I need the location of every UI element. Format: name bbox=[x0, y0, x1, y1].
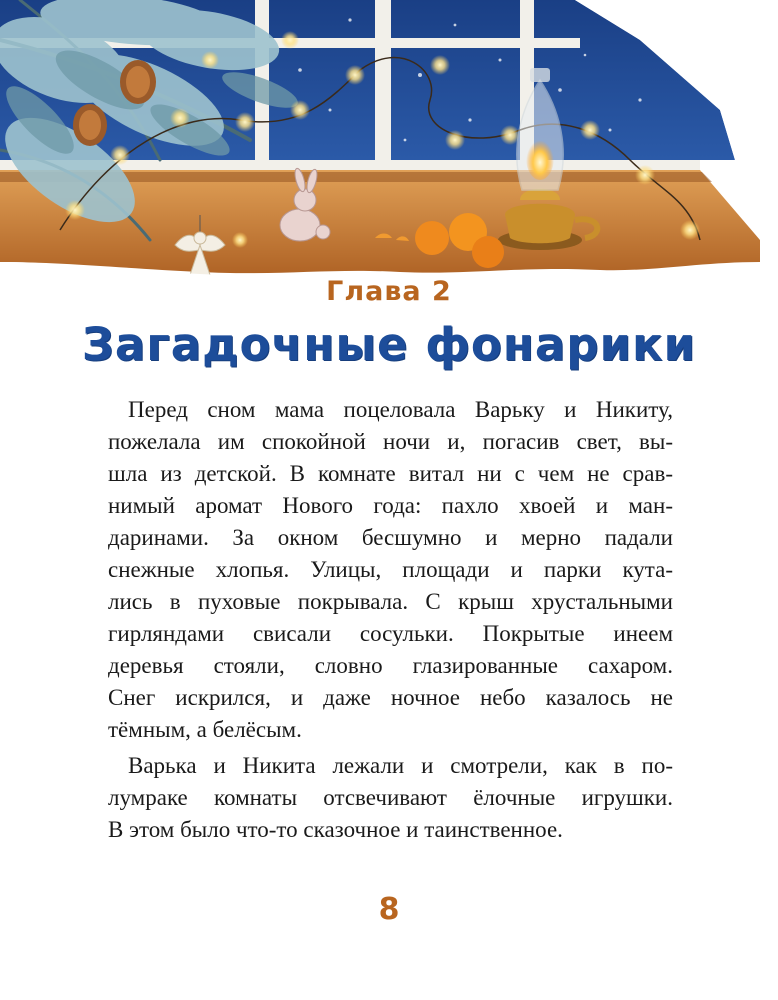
paragraph-2 bbox=[108, 750, 673, 846]
text-line: В этом было что-то сказочное и таинственное. bbox=[108, 817, 563, 842]
text-line: лись в пуховые покрывала. С крыш хрустальными bbox=[108, 589, 673, 614]
text-line: лумраке комнаты отсвечивают ёлочные игрушки. bbox=[108, 785, 673, 810]
body-text bbox=[108, 394, 673, 846]
text-line: Варька и Никита лежали и смотрели, как в по- bbox=[128, 753, 673, 778]
text-line: пожелала им спокойной ночи и, погасив свет, вы- bbox=[108, 429, 673, 454]
text-line: гирляндами свисали сосульки. Покрытые инеем bbox=[108, 621, 673, 646]
chapter-label: Глава 2 bbox=[326, 276, 452, 307]
text-line: Снег искрился, и даже ночное небо казалось не bbox=[108, 685, 673, 710]
text-line: снежные хлопья. Улицы, площади и парки кута- bbox=[108, 557, 673, 582]
text-line: Перед сном мама поцеловала Варьку и Никиту, bbox=[128, 397, 673, 422]
text-line: нимый аромат Нового года: пахло хвоей и ман- bbox=[108, 493, 673, 518]
text-line: шла из детской. В комнате витал ни с чем не срав- bbox=[108, 461, 673, 486]
text-line: тёмным, а белёсым. bbox=[108, 717, 302, 742]
page-number: 8 bbox=[378, 892, 400, 927]
text-line: даринами. За окном бесшумно и мерно падали bbox=[108, 525, 673, 550]
chapter-title: Загадочные фонарики bbox=[81, 318, 697, 371]
paragraph-1 bbox=[108, 394, 673, 746]
text-line: деревья стояли, словно глазированные сахаром. bbox=[108, 653, 673, 678]
